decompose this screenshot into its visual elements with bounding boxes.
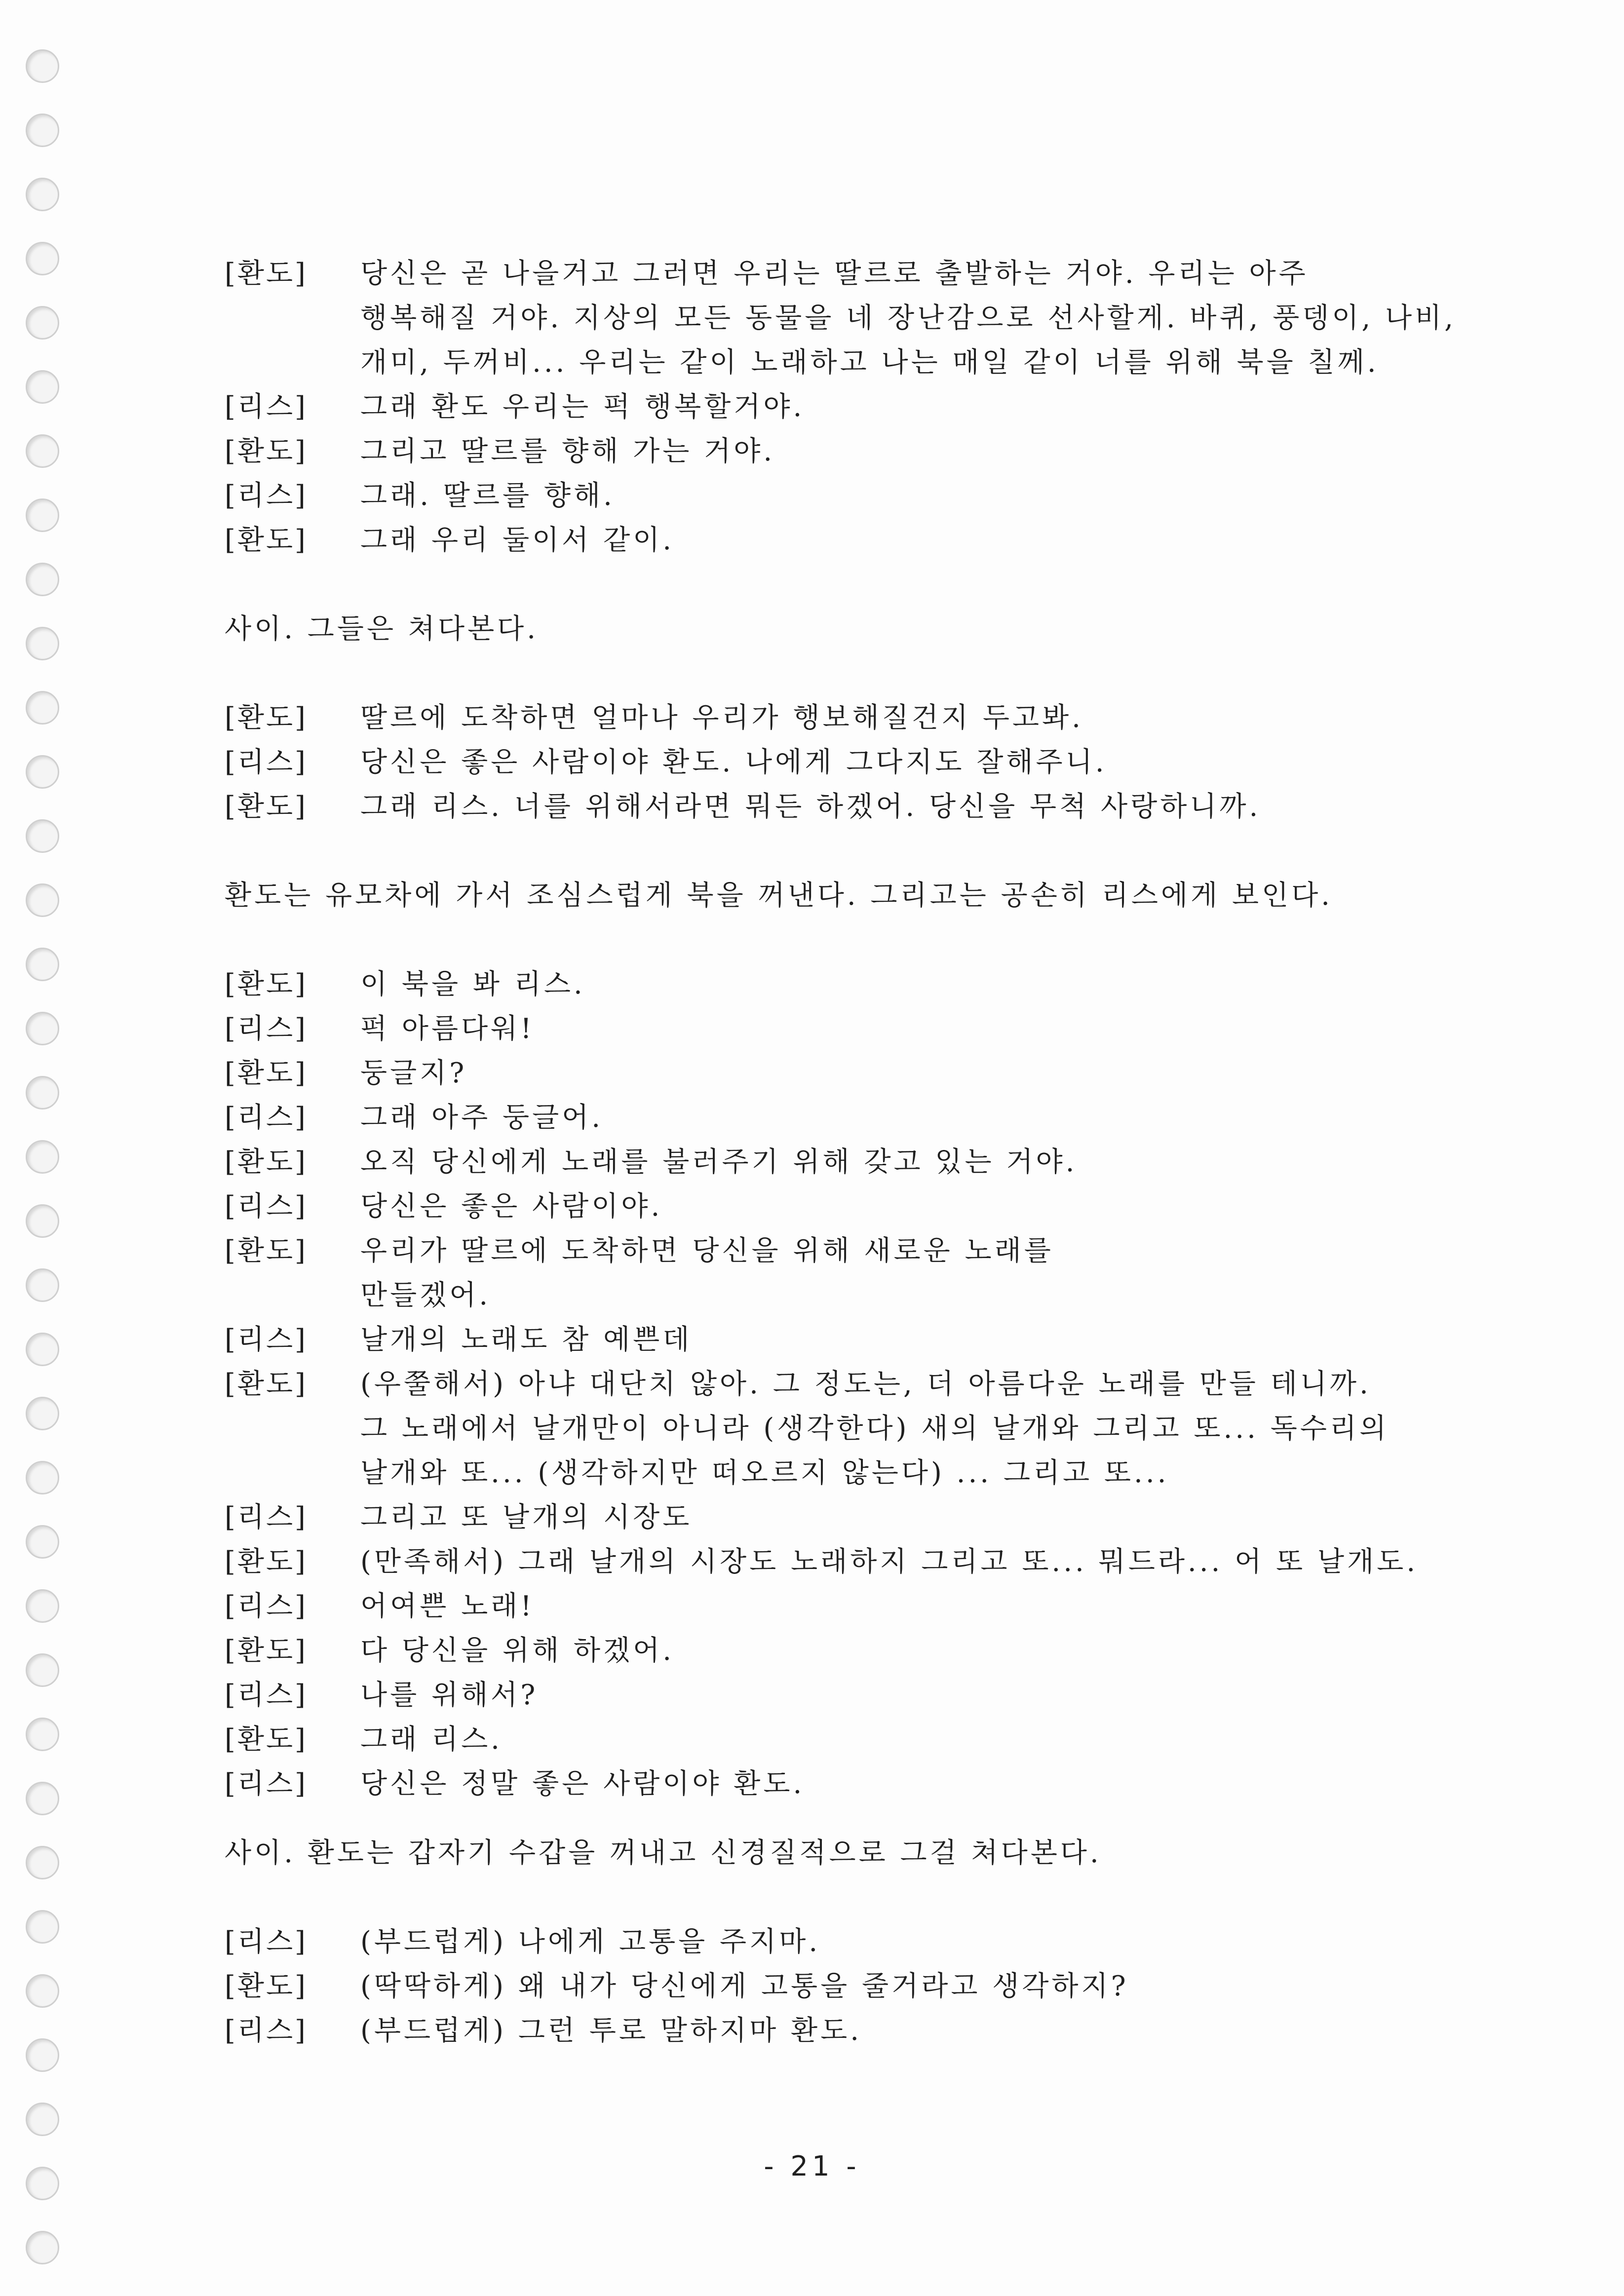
- speaker-label: [환도]: [225, 1546, 308, 1578]
- dialogue-line: 그래 우리 둘이서 같이.: [360, 524, 675, 556]
- dialogue-line: 당신은 곧 나을거고 그러면 우리는 딸르로 출발하는 거야. 우리는 아주: [360, 258, 1309, 290]
- dialogue-line: 그리고 딸르를 향해 가는 거야.: [360, 435, 775, 467]
- dialogue-line: 그래 환도 우리는 퍽 행복할거야.: [360, 391, 805, 423]
- speaker-label: [환도]: [225, 1635, 308, 1667]
- dialogue-line: 다 당신을 위해 하겠어.: [360, 1635, 675, 1667]
- speaker-label: [환도]: [225, 1235, 308, 1267]
- stage-direction: 사이. 그들은 쳐다본다.: [225, 613, 539, 645]
- dialogue-line: 우리가 딸르에 도착하면 당신을 위해 새로운 노래를: [360, 1235, 1054, 1267]
- dialogue-line: 당신은 좋은 사람이야.: [360, 1190, 663, 1223]
- dialogue-line: 그래 아주 둥글어.: [360, 1102, 604, 1134]
- speaker-label: [리스]: [225, 1324, 308, 1356]
- dialogue-line: 그래 리스.: [360, 1723, 503, 1756]
- dialogue-line: (부드럽게) 나에게 고통을 주지마.: [360, 1926, 821, 1958]
- dialogue-line: (부드럽게) 그런 투로 말하지마 환도.: [360, 2015, 862, 2047]
- stage-direction: 사이. 환도는 갑자기 수갑을 꺼내고 신경질적으로 그걸 쳐다본다.: [225, 1837, 1102, 1869]
- dialogue-continuation: 날개와 또... (생각하지만 떠오르지 않는다) ... 그리고 또...: [360, 1457, 1169, 1489]
- speaker-label: [환도]: [225, 1146, 308, 1178]
- speaker-label: [리스]: [225, 2015, 308, 2047]
- dialogue-line: 둥글지?: [360, 1057, 467, 1089]
- page-number: - 21 -: [764, 2150, 860, 2182]
- dialogue-line: (우쭐해서) 아냐 대단치 않아. 그 정도는, 더 아름다운 노래를 만들 테니까.: [360, 1368, 1371, 1400]
- dialogue-line: 나를 위해서?: [360, 1679, 539, 1711]
- dialogue-continuation: 만들겠어.: [360, 1279, 491, 1311]
- speaker-label: [환도]: [225, 524, 308, 556]
- speaker-label: [리스]: [225, 391, 308, 423]
- dialogue-line: (만족해서) 그래 날개의 시장도 노래하지 그리고 또... 뭐드라... 어 또 날개도.: [360, 1546, 1418, 1578]
- speaker-label: [리스]: [225, 1768, 308, 1800]
- dialogue-line: 그래. 딸르를 향해.: [360, 480, 615, 512]
- dialogue-line: 그래 리스. 너를 위해서라면 뭐든 하겠어. 당신을 무척 사랑하니까.: [360, 791, 1261, 823]
- speaker-label: [리스]: [225, 1679, 308, 1711]
- dialogue-continuation: 행복해질 거야. 지상의 모든 동물을 네 장난감으로 선사할게. 바퀴, 풍뎅이, 나비,: [360, 302, 1456, 334]
- dialogue-line: 어여쁜 노래!: [360, 1590, 535, 1622]
- dialogue-line: 당신은 정말 좋은 사람이야 환도.: [360, 1768, 805, 1800]
- dialogue-line: 그리고 또 날개의 시장도: [360, 1501, 693, 1533]
- dialogue-continuation: 개미, 두꺼비... 우리는 같이 노래하고 나는 매일 같이 너를 위해 북을 칠께.: [360, 346, 1379, 379]
- speaker-label: [환도]: [225, 702, 308, 734]
- dialogue-line: 딸르에 도착하면 얼마나 우리가 행보해질건지 두고봐.: [360, 702, 1083, 734]
- speaker-label: [리스]: [225, 480, 308, 512]
- speaker-label: [리스]: [225, 1190, 308, 1223]
- stage-direction: 환도는 유모차에 가서 조심스럽게 북을 꺼낸다. 그리고는 공손히 리스에게 보인다.: [225, 880, 1333, 912]
- dialogue-line: 오직 당신에게 노래를 불러주기 위해 갖고 있는 거야.: [360, 1146, 1078, 1178]
- speaker-label: [환도]: [225, 968, 308, 1000]
- dialogue-line: 날개의 노래도 참 예쁜데: [360, 1324, 693, 1356]
- speaker-label: [환도]: [225, 258, 308, 290]
- speaker-label: [리스]: [225, 746, 308, 778]
- dialogue-line: (딱딱하게) 왜 내가 당신에게 고통을 줄거라고 생각하지?: [360, 1970, 1129, 2002]
- speaker-label: [환도]: [225, 1723, 308, 1756]
- dialogue-line: 이 북을 봐 리스.: [360, 968, 585, 1000]
- speaker-label: [리스]: [225, 1102, 308, 1134]
- speaker-label: [리스]: [225, 1501, 308, 1533]
- speaker-label: [리스]: [225, 1590, 308, 1622]
- speaker-label: [리스]: [225, 1926, 308, 1958]
- speaker-label: [환도]: [225, 1368, 308, 1400]
- dialogue-line: 퍽 아름다워!: [360, 1013, 535, 1045]
- speaker-label: [환도]: [225, 435, 308, 467]
- dialogue-line: 당신은 좋은 사람이야 환도. 나에게 그다지도 잘해주니.: [360, 746, 1107, 778]
- speaker-label: [환도]: [225, 1970, 308, 2002]
- speaker-label: [리스]: [225, 1013, 308, 1045]
- speaker-label: [환도]: [225, 791, 308, 823]
- dialogue-continuation: 그 노래에서 날개만이 아니라 (생각한다) 새의 날개와 그리고 또... 독수리의: [360, 1413, 1390, 1445]
- speaker-label: [환도]: [225, 1057, 308, 1089]
